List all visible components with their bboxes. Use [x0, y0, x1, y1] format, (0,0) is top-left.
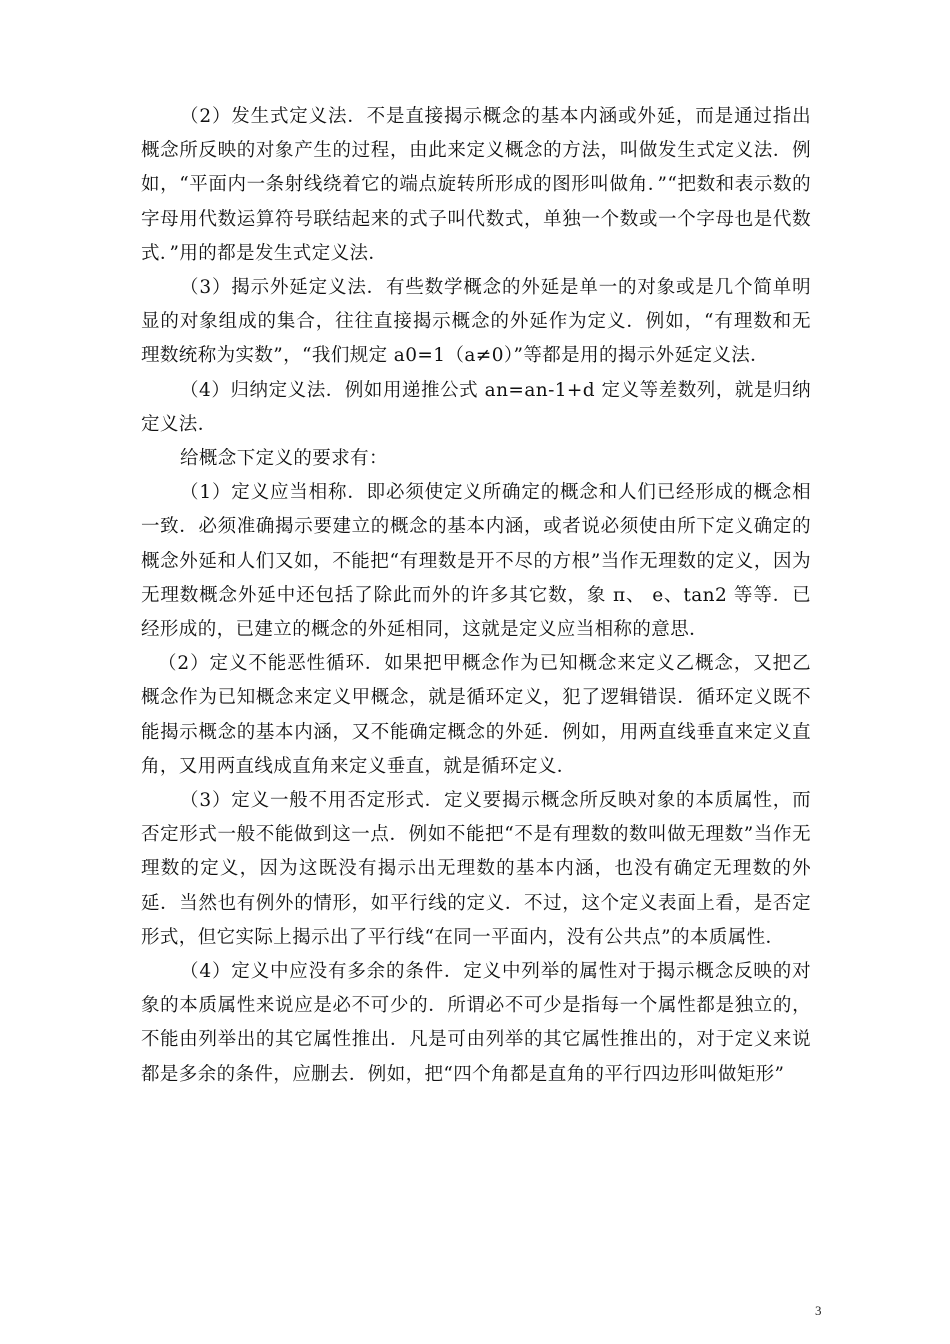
paragraph-requirement-4: （4）定义中应没有多余的条件．定义中列举的属性对于揭示概念反映的对象的本质属性来说应是必不可少的．所谓必不可少是指每一个属性都是独立的，不能由列举出的其它属性推出．凡是可由列举的其它属性推出的，对于定义来说都是多余的条件，应删去．例如，把“四个角都是直角的平行四边形叫做矩形”	[141, 961, 811, 1085]
page-number: 3	[815, 1303, 822, 1318]
paragraph-requirements-intro: 给概念下定义的要求有：	[180, 448, 388, 470]
paragraph-requirement-2: （2）定义不能恶性循环．如果把甲概念作为已知概念来定义乙概念，又把乙概念作为已知概念来定义甲概念，就是循环定义，犯了逻辑错误．循环定义既不能揭示概念的基本内涵，又不能确定概念的外延．例如，用两直线垂直来定义直角，又用两直线成直角来定义垂直，就是循环定义．	[141, 653, 811, 777]
body-text	[141, 100, 811, 1092]
paragraph-genetic-definition: （2）发生式定义法．不是直接揭示概念的基本内涵或外延，而是通过指出概念所反映的对象产生的过程，由此来定义概念的方法，叫做发生式定义法．例如，“平面内一条射线绕着它的端点旋转所形成的图形叫做角．”“把数和表示数的字母用代数运算符号联结起来的式子叫代数式，单独一个数或一个字母也是代数式．”用的都是发生式定义法．	[141, 106, 811, 264]
paragraph-requirement-1: （1）定义应当相称．即必须使定义所确定的概念和人们已经形成的概念相一致．必须准确揭示要建立的概念的基本内涵，或者说必须使由所下定义确定的概念外延和人们又如，不能把“有理数是开不尽的方根”当作无理数的定义，因为无理数概念外延中还包括了除此而外的许多其它数，象 π、 e、tan2 等等．已经形成的，已建立的概念的外延相同，这就是定义应当相称的意思．	[141, 482, 811, 641]
paragraph-requirement-3: （3）定义一般不用否定形式．定义要揭示概念所反映对象的本质属性，而否定形式一般不能做到这一点．例如不能把“不是有理数的数叫做无理数”当作无理数的定义，因为这既没有揭示出无理数的基本内涵，也没有确定无理数的外延．当然也有例外的情形，如平行线的定义．不过，这个定义表面上看，是否定形式，但它实际上揭示出了平行线“在同一平面内，没有公共点”的本质属性．	[141, 790, 811, 948]
paragraph-inductive-definition: （4）归纳定义法．例如用递推公式 an=an-1+d 定义等差数列，就是归纳定义法．	[141, 379, 811, 435]
paragraph-extension-definition: （3）揭示外延定义法．有些数学概念的外延是单一的对象或是几个简单明显的对象组成的集合，往往直接揭示概念的外延作为定义．例如，“有理数和无理数统称为实数”，“我们规定 a0=1（a≠0）”等都是用的揭示外延定义法．	[141, 277, 811, 367]
